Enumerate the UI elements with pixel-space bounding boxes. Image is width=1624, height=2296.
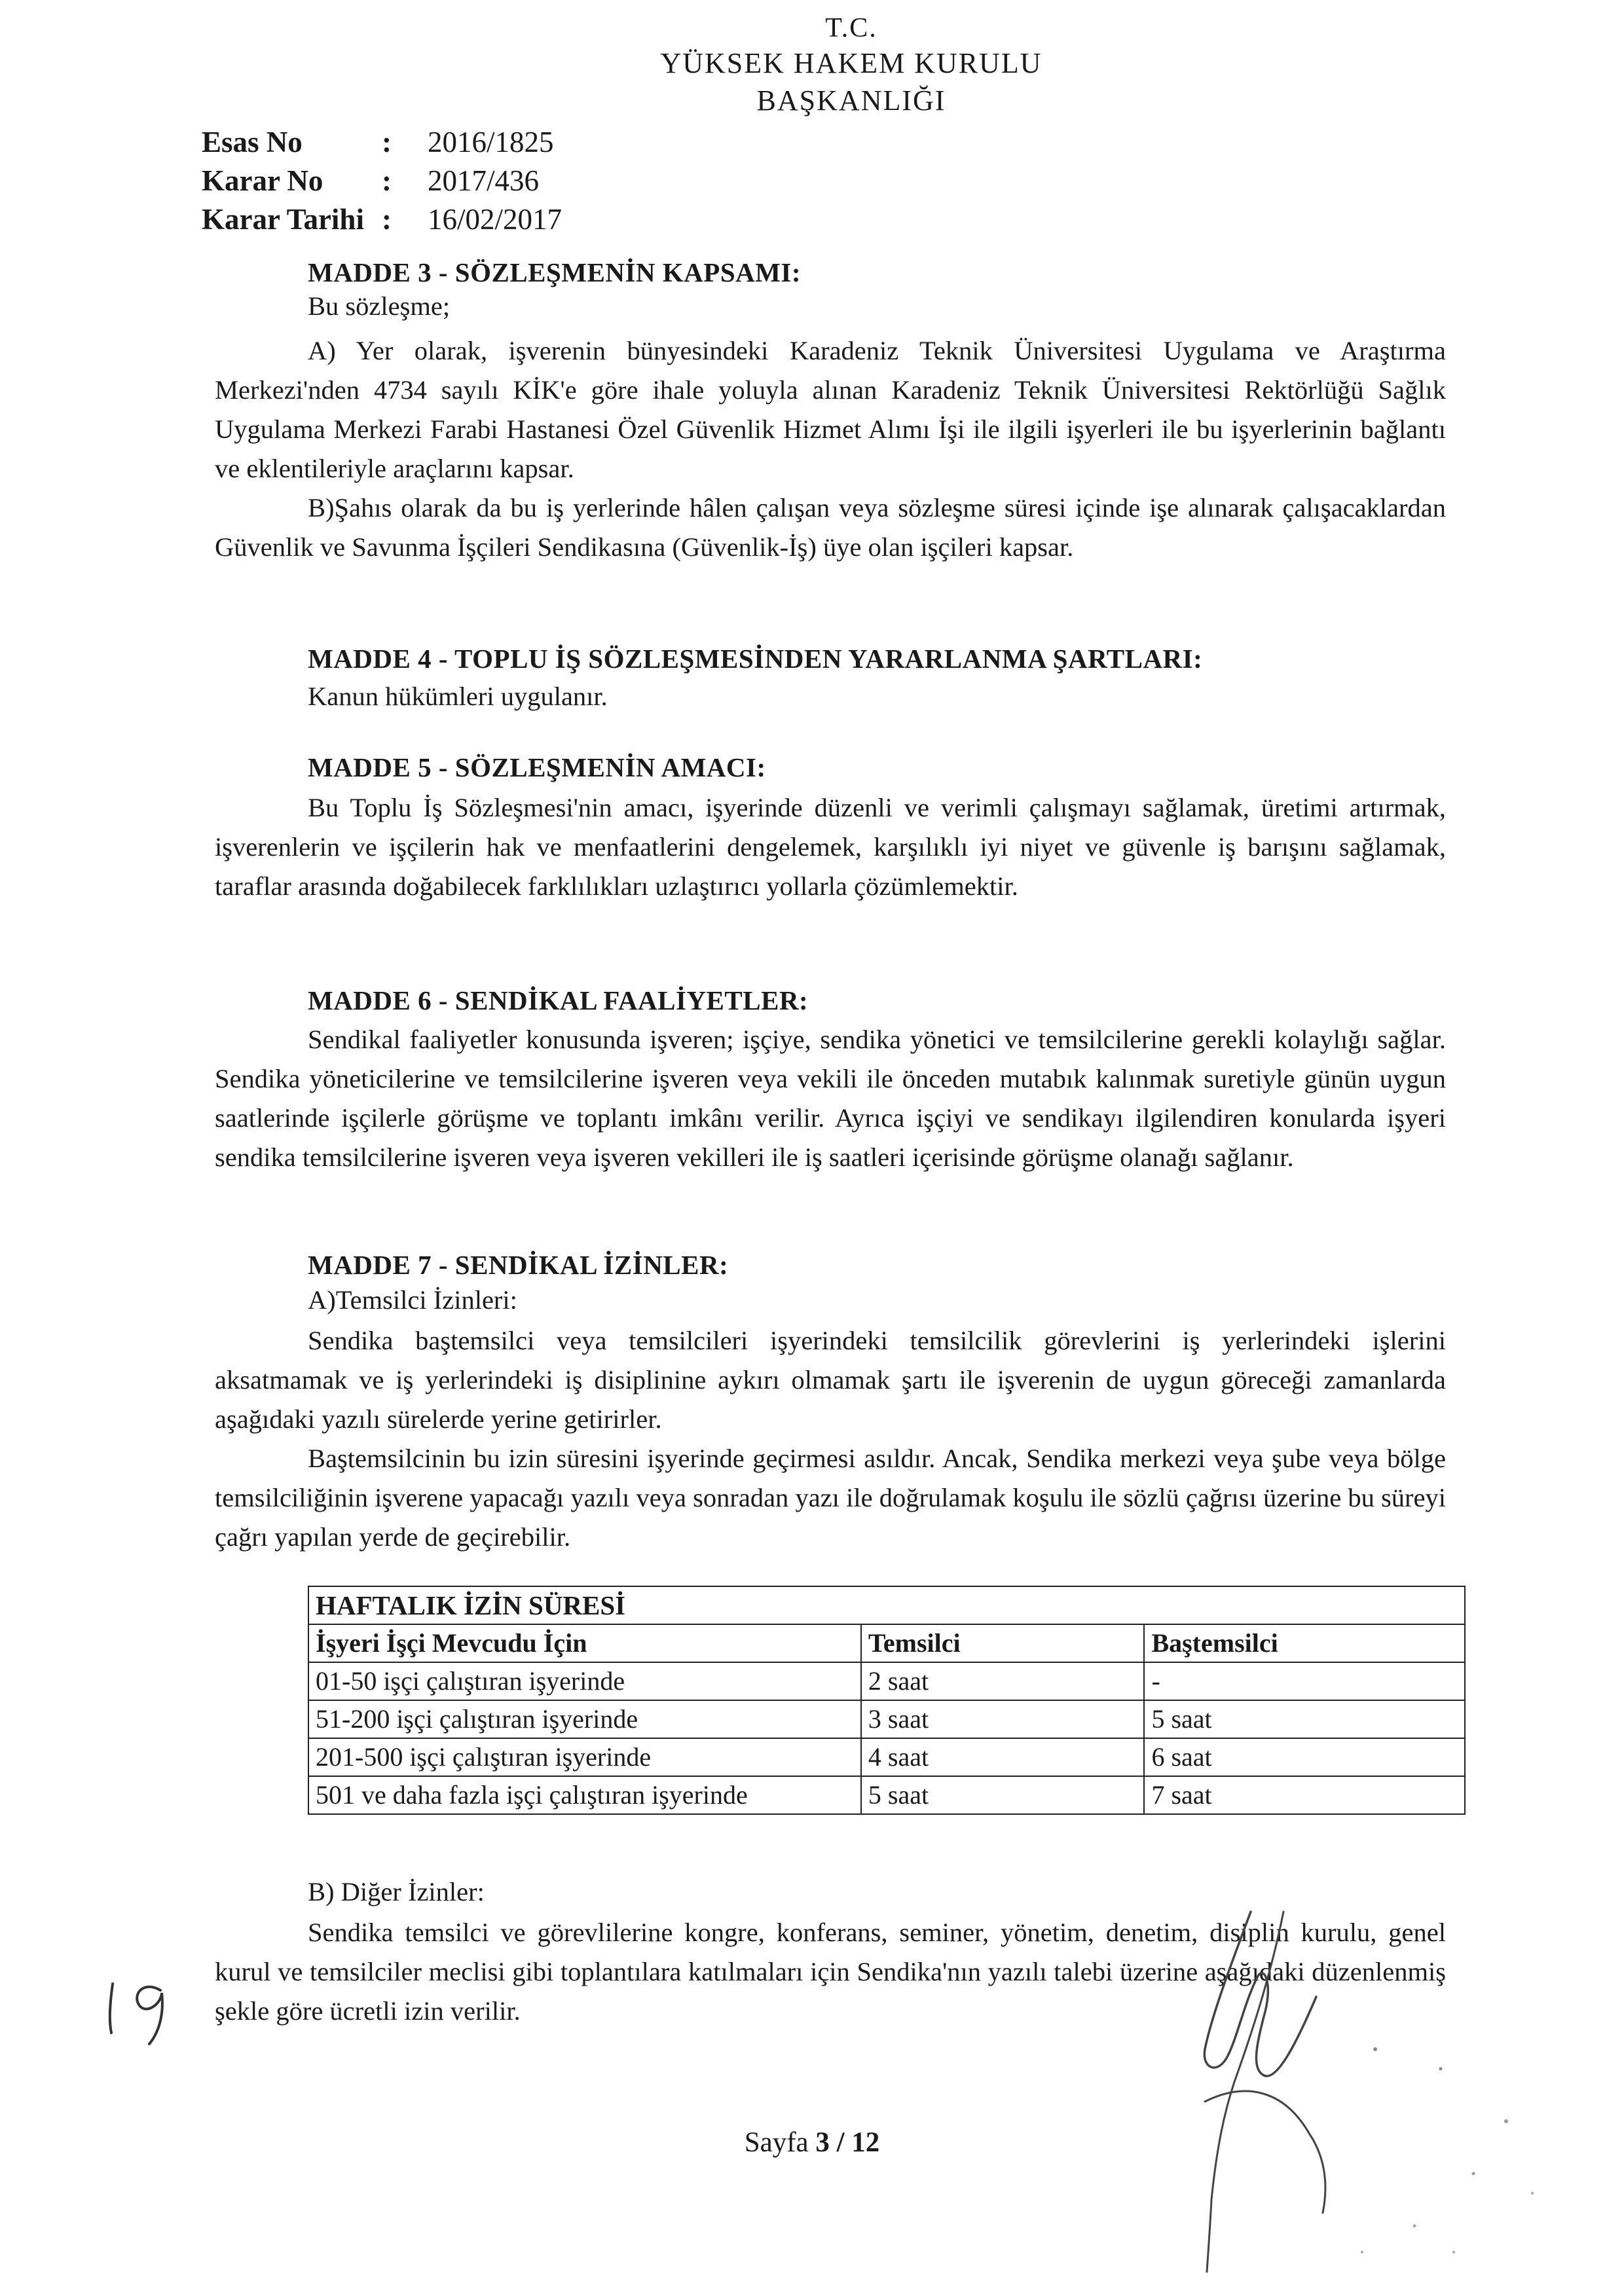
madde7-heading: MADDE 7 - SENDİKAL İZİNLER: xyxy=(308,1250,729,1280)
table-header-cell: Baştemsilci xyxy=(1144,1624,1465,1662)
madde5-heading: MADDE 5 - SÖZLEŞMENİN AMACI: xyxy=(308,752,766,782)
table-cell: 7 saat xyxy=(1144,1776,1465,1814)
madde4-text: Kanun hükümleri uygulanır. xyxy=(308,682,608,711)
table-cell: 5 saat xyxy=(1144,1700,1465,1738)
madde4-heading: MADDE 4 - TOPLU İŞ SÖZLEŞMESİNDEN YARARLANMA ŞARTLARI: xyxy=(308,644,1203,674)
case-meta xyxy=(202,123,562,239)
table-cell: 501 ve daha fazla işçi çalıştıran işyerinde xyxy=(308,1776,861,1814)
page-sep: / xyxy=(829,2127,852,2158)
header-institution: YÜKSEK HAKEM KURULU xyxy=(660,47,1043,79)
handwritten-mark-icon xyxy=(98,1964,177,2049)
page-current: 3 xyxy=(815,2127,830,2158)
madde5-text: Bu Toplu İş Sözleşmesi'nin amacı, işyerinde düzenli ve verimli çalışmayı sağlamak, üretimi artırmak, işverenlerin ve işçilerin hak ve menfaatlerini dengelemek, karşılıklı iyi niyet ve güvenle iş barışını sağlamak, taraflar arasında doğabilecek farklılıkları uzlaştırıcı yollarla çözümlemektir. xyxy=(215,793,1446,901)
table-cell: 51-200 işçi çalıştıran işyerinde xyxy=(308,1700,861,1738)
meta-row-tarih xyxy=(202,200,562,239)
table-cell: 6 saat xyxy=(1144,1738,1465,1776)
table-cell: 2 saat xyxy=(861,1662,1145,1700)
madde6-text: Sendikal faaliyetler konusunda işveren; işçiye, sendika yönetici ve temsilcilerine gerekli kolaylığı sağlar. Sendika yöneticilerine ve temsilcilerine işveren veya vekili ile önceden mutabık kalınmak suretiyle günün uygun saatlerinde işçilerle görüşme ve toplantı imkânı verilir. Ayrıca işçiyi ve sendikayı ilgilendiren konularda işyeri sendika temsilcilerine işveren veya işveren vekilleri ile iş saatleri içerisinde görüşme olanağı sağlanır. xyxy=(215,1025,1446,1172)
table-header-cell: İşyeri İşçi Mevcudu İçin xyxy=(308,1624,861,1662)
madde7-a-title: A)Temsilci İzinleri: xyxy=(308,1285,517,1315)
table-cell: 201-500 işçi çalıştıran işyerinde xyxy=(308,1738,861,1776)
madde7-b-text: Sendika temsilci ve görevlilerine kongre, konferans, seminer, yönetim, denetim, disiplin kurulu, genel kurul ve temsilciler meclisi gibi toplantılara katılmaları için Sendika'nın yazılı talebi üzerine aşağıdaki düzenlenmiş şekle göre ücretli izin verilir. xyxy=(215,1918,1446,2026)
meta-row-esas xyxy=(202,123,562,162)
meta-label: Karar Tarihi xyxy=(202,203,364,236)
table-title-row xyxy=(308,1586,1465,1624)
madde3-b: B)Şahıs olarak da bu iş yerlerinde hâlen çalışan veya sözleşme süresi içinde işe alınarak çalışacaklardan Güvenlik ve Savunma İşçileri Sendikasına (Güvenlik-İş) üye olan işçileri kapsar. xyxy=(215,493,1446,562)
table-row xyxy=(308,1776,1465,1814)
meta-label: Esas No xyxy=(202,126,303,158)
madde7-p1: Sendika baştemsilci veya temsilcileri işyerindeki temsilcilik görevlerini iş yerlerindeki işlerini aksatmamak ve iş yerlerindeki iş disiplinine aykırı olmamak şartı ile işverenin de uygun göreceği zamanlarda aşağıdaki yazılı sürelerde yerine getirirler. xyxy=(215,1326,1446,1434)
meta-value: 2017/436 xyxy=(428,164,540,197)
table-cell: - xyxy=(1144,1662,1465,1700)
page-number xyxy=(0,2126,1624,2159)
meta-value: 16/02/2017 xyxy=(428,203,563,236)
madde3-a: A) Yer olarak, işverenin bünyesindeki Karadeniz Teknik Üniversitesi Uygulama ve Araştırma Merkezi'nden 4734 sayılı KİK'e göre ihale yoluyla alınan Karadeniz Teknik Üniversitesi Rektörlüğü Sağlık Uygulama Merkezi Farabi Hastanesi Özel Güvenlik Hizmet Alımı İşi ile ilgili işyerleri ile bu işyerlerinin bağlantı ve eklentileriyle araçlarını kapsar. xyxy=(215,336,1446,483)
table-cell: 5 saat xyxy=(861,1776,1145,1814)
table-header-cell: Temsilci xyxy=(861,1624,1145,1662)
madde7-p2: Baştemsilcinin bu izin süresini işyerinde geçirmesi asıldır. Ancak, Sendika merkezi veya şube veya bölge temsilciliğinin işverene yapacağı yazılı veya sonradan yazı ile doğrulamak koşulu ile sözlü çağrısı üzerine bu süreyi çağrı yapılan yerde de geçirebilir. xyxy=(215,1444,1446,1552)
table-title: HAFTALIK İZİN SÜRESİ xyxy=(308,1586,1465,1624)
signature-icon xyxy=(1166,1886,1611,2278)
header-tc: T.C. xyxy=(825,13,877,43)
madde3-heading: MADDE 3 - SÖZLEŞMENİN KAPSAMI: xyxy=(308,257,802,287)
meta-colon: : xyxy=(382,164,392,197)
madde7-b-title: B) Diğer İzinler: xyxy=(308,1877,485,1906)
header-presidency: BAŞKANLIĞI xyxy=(756,84,946,117)
meta-row-karar xyxy=(202,162,562,200)
table-cell: 3 saat xyxy=(861,1700,1145,1738)
table-row xyxy=(308,1738,1465,1776)
madde3-intro: Bu sözleşme; xyxy=(308,291,451,321)
weekly-leave-table xyxy=(308,1586,1466,1815)
table-cell: 01-50 işçi çalıştıran işyerinde xyxy=(308,1662,861,1700)
meta-label: Karar No xyxy=(202,164,323,197)
meta-value: 2016/1825 xyxy=(428,126,554,158)
madde6-heading: MADDE 6 - SENDİKAL FAALİYETLER: xyxy=(308,985,809,1015)
table-row xyxy=(308,1700,1465,1738)
page-prefix: Sayfa xyxy=(744,2127,816,2158)
table-cell: 4 saat xyxy=(861,1738,1145,1776)
meta-colon: : xyxy=(382,126,392,158)
page-total: 12 xyxy=(851,2127,880,2158)
meta-colon: : xyxy=(382,203,392,236)
table-row xyxy=(308,1662,1465,1700)
table-header-row xyxy=(308,1624,1465,1662)
